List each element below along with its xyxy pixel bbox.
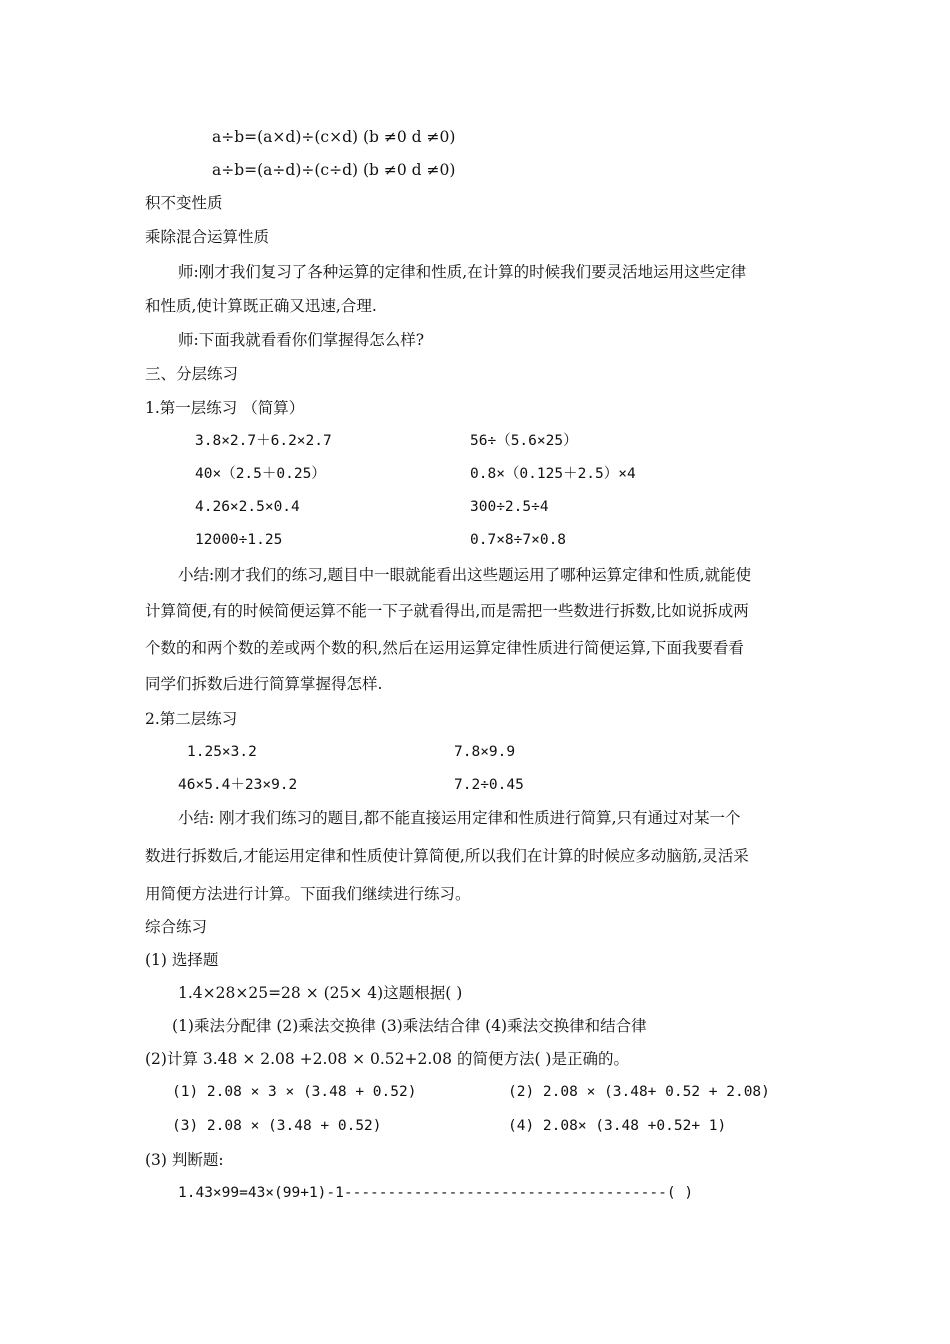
summary-paragraph: 计算简便,有的时候简便运算不能一下子就看得出,而是需把一些数进行拆数,比如说拆成两: [145, 602, 749, 620]
question-options: (1)乘法分配律 (2)乘法交换律 (3)乘法结合律 (4)乘法交换律和结合律: [172, 1017, 647, 1035]
section-heading: 三、分层练习: [145, 365, 239, 383]
exercise-item: 12000÷1.25: [195, 532, 283, 548]
formula-line: a÷b=(a×d)÷(c×d) (b ≠0 d ≠0): [212, 128, 456, 146]
judge-item: 1.43×99=43×(99+1)-1-------------------------------------( ): [178, 1185, 694, 1201]
heading-product-property: 积不变性质: [145, 194, 223, 212]
choice-heading: (1) 选择题: [145, 951, 219, 969]
question-option: (4) 2.08× (3.48 +0.52+ 1): [508, 1118, 727, 1134]
exercise-item: 300÷2.5÷4: [470, 499, 549, 515]
exercise-item: 0.8×（0.125＋2.5）×4: [470, 466, 636, 482]
question-stem: (2)计算 3.48 × 2.08 +2.08 × 0.52+2.08 的简便方法( )是正确的。: [145, 1050, 629, 1068]
summary-paragraph: 数进行拆数后,才能运用定律和性质使计算简便,所以我们在计算的时候应多动脑筋,灵活采: [145, 847, 749, 865]
comprehensive-heading: 综合练习: [145, 918, 208, 936]
formula-line: a÷b=(a÷d)÷(c÷d) (b ≠0 d ≠0): [212, 161, 456, 179]
exercise-item: 46×5.4＋23×9.2: [178, 777, 298, 793]
summary-paragraph: 用简便方法进行计算。下面我们继续进行练习。: [145, 885, 471, 903]
question-option: (2) 2.08 × (3.48+ 0.52 + 2.08): [508, 1084, 770, 1100]
exercise-item: 1.25×3.2: [187, 744, 257, 760]
exercise-item: 0.7×8÷7×0.8: [470, 532, 567, 548]
exercise-item: 40×（2.5＋0.25）: [195, 466, 326, 482]
level-two-heading: 2.第二层练习: [145, 710, 238, 728]
level-one-heading: 1.第一层练习 （简算）: [145, 399, 305, 417]
exercise-item: 4.26×2.5×0.4: [195, 499, 300, 515]
question-option: (1) 2.08 × 3 × (3.48 + 0.52): [172, 1084, 417, 1100]
exercise-item: 7.2÷0.45: [454, 777, 524, 793]
summary-paragraph: 小结: 刚才我们练习的题目,都不能直接运用定律和性质进行简算,只有通过对某一个: [178, 809, 741, 827]
summary-paragraph: 同学们拆数后进行简算掌握得怎样.: [145, 675, 383, 693]
summary-paragraph: 小结:刚才我们的练习,题目中一眼就能看出这些题运用了哪种运算定律和性质,就能使: [178, 566, 752, 584]
summary-paragraph: 个数的和两个数的差或两个数的积,然后在运用运算定律性质进行简便运算,下面我要看看: [145, 639, 744, 657]
question-stem: 1.4×28×25=28 × (25× 4)这题根据( ): [178, 984, 463, 1002]
exercise-item: 7.8×9.9: [454, 744, 516, 760]
exercise-item: 3.8×2.7＋6.2×2.7: [195, 433, 332, 449]
exercise-item: 56÷（5.6×25）: [470, 433, 578, 449]
question-option: (3) 2.08 × (3.48 + 0.52): [172, 1118, 382, 1134]
teacher-paragraph: 和性质,使计算既正确又迅速,合理.: [145, 297, 377, 315]
heading-mixed-property: 乘除混合运算性质: [145, 228, 270, 246]
teacher-paragraph: 师:下面我就看看你们掌握得怎么样?: [178, 331, 425, 349]
teacher-paragraph: 师:刚才我们复习了各种运算的定律和性质,在计算的时候我们要灵活地运用这些定律: [178, 263, 747, 281]
judge-heading: (3) 判断题:: [145, 1151, 224, 1169]
